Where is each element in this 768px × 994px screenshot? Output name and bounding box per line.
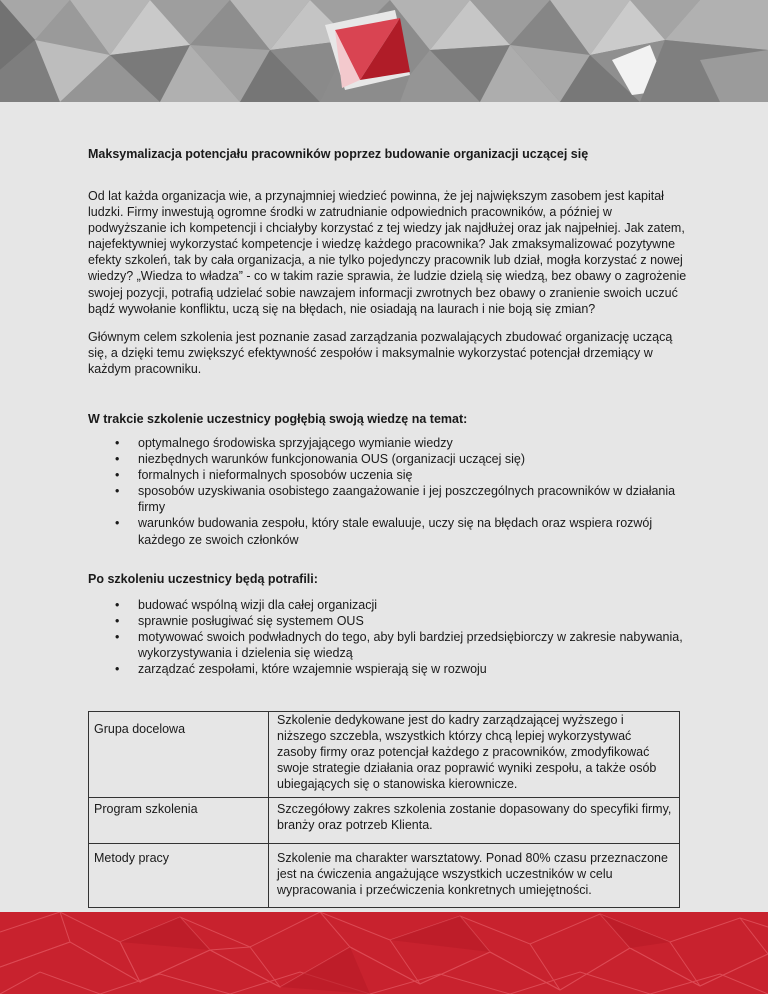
list-item: • zarządzać zespołami, które wzajemnie wspierają się w rozwoju [115, 662, 487, 677]
after-heading: Po szkoleniu uczestnicy będą potrafili: [88, 572, 318, 586]
footer-banner [0, 912, 768, 994]
table-label-cell: Program szkolenia [89, 798, 269, 844]
table-label-cell: Grupa docelowa [89, 712, 269, 798]
header-banner [0, 0, 768, 102]
bullet-icon: • [115, 630, 120, 645]
list-item: • sprawnie posługiwać się systemem OUS [115, 614, 364, 629]
table-row [89, 798, 680, 844]
bullet-icon: • [115, 452, 120, 467]
table-value-cell: Szczegółowy zakres szkolenia zostanie dopasowany do specyfiki firmy, branży oraz potrzeb Klienta. [269, 798, 680, 844]
list-item: • motywować swoich podwładnych do tego, aby byli bardziej przedsiębiorczy w zakresie nabywania, wykorzystywania i dzielenia się wiedzą [115, 630, 683, 661]
training-info-table [88, 711, 680, 908]
intro-paragraph: Od lat każda organizacja wie, a przynajmniej wiedzieć powinna, że jej największym zasobem jest kapitał ludzki. Firmy inwestują ogromne środki w zatrudnianie odpowiednich pracowników, a później w podwyższanie ich kompetencji i chciałyby korzystać z tej wiedzy jak najdłużej oraz jak najpełniej. Jak zatem, najefektywniej wykorzystać kompetencje i wiedzę każdego pracownika? Jak zmaksymalizować pozytywne efekty szkoleń, tak by cała organizacja, a nie tylko pojedynczy pracownik lub dział, mogła korzystać z nowej wiedzy? „Wiedza to władza” - co w takim razie sprawia, że ludzie dzielą się wiedzą, bez obawy o zagrożenie swojej pozycji, potrafią udzielać sobie nawzajem informacji zwrotnych bez obawy o zranienie swoich uczuć bądź wywołanie konfliktu, uczą się na błędach, nie osiadają na laurach i nie boją się zmian? [88, 189, 687, 316]
bullet-icon: • [115, 598, 120, 612]
bullet-icon: • [115, 614, 120, 629]
bullet-icon: • [115, 662, 120, 677]
document-title: Maksymalizacja potencjału pracowników poprzez budowanie organizacji uczącej się [88, 147, 589, 161]
table-row [89, 712, 680, 798]
during-heading: W trakcie szkolenie uczestnicy pogłębią swoją wiedzę na temat: [88, 412, 468, 426]
during-list [88, 435, 688, 548]
header-pattern [0, 0, 768, 102]
list-item: • niezbędnych warunków funkcjonowania OUS (organizacji uczącej się) [115, 452, 525, 467]
bullet-icon: • [115, 468, 120, 483]
footer-pattern [0, 912, 768, 994]
table-row [89, 844, 680, 908]
list-item: • sposobów uzyskiwania osobistego zaangażowanie i jej poszczególnych pracowników w działania firmy [115, 484, 676, 515]
list-item: • warunków budowania zespołu, który stale ewaluuje, uczy się na błędach oraz wspiera rozwój każdego ze swoich członków [115, 516, 653, 547]
list-item: • budować wspólną wizji dla całej organizacji [115, 598, 378, 612]
table-label-cell: Metody pracy [89, 844, 269, 908]
after-list [88, 597, 688, 677]
bullet-icon: • [115, 484, 120, 499]
bullet-icon: • [115, 516, 120, 531]
list-item: • formalnych i nieformalnych sposobów uczenia się [115, 468, 413, 483]
goal-paragraph: Głównym celem szkolenia jest poznanie zasad zarządzania pozwalających zbudować organizację uczącą się, a dzięki temu zwiększyć efektywność zespołów i maksymalnie wykorzystać potencjał drzemiący w każdym pracowniku. [88, 330, 673, 377]
bullet-icon: • [115, 436, 120, 450]
table-value-cell: Szkolenie dedykowane jest do kadry zarządzającej wyższego i niższego szczebla, wszystkich którzy chcą lepiej wykorzystywać zasoby firmy oraz potencjał każdego z pracowników, zmodyfikować swoje strategie działania oraz poprawić wyniki zespołu, a także osób ubiegających się o stanowiska kierownicze. [269, 712, 680, 798]
list-item: • optymalnego środowiska sprzyjającego wymianie wiedzy [115, 436, 453, 450]
table-value-cell: Szkolenie ma charakter warsztatowy. Ponad 80% czasu przeznaczone jest na ćwiczenia angażujące wszystkich uczestników w celu wypracowania i przećwiczenia konkretnych umiejętności. [269, 844, 680, 908]
